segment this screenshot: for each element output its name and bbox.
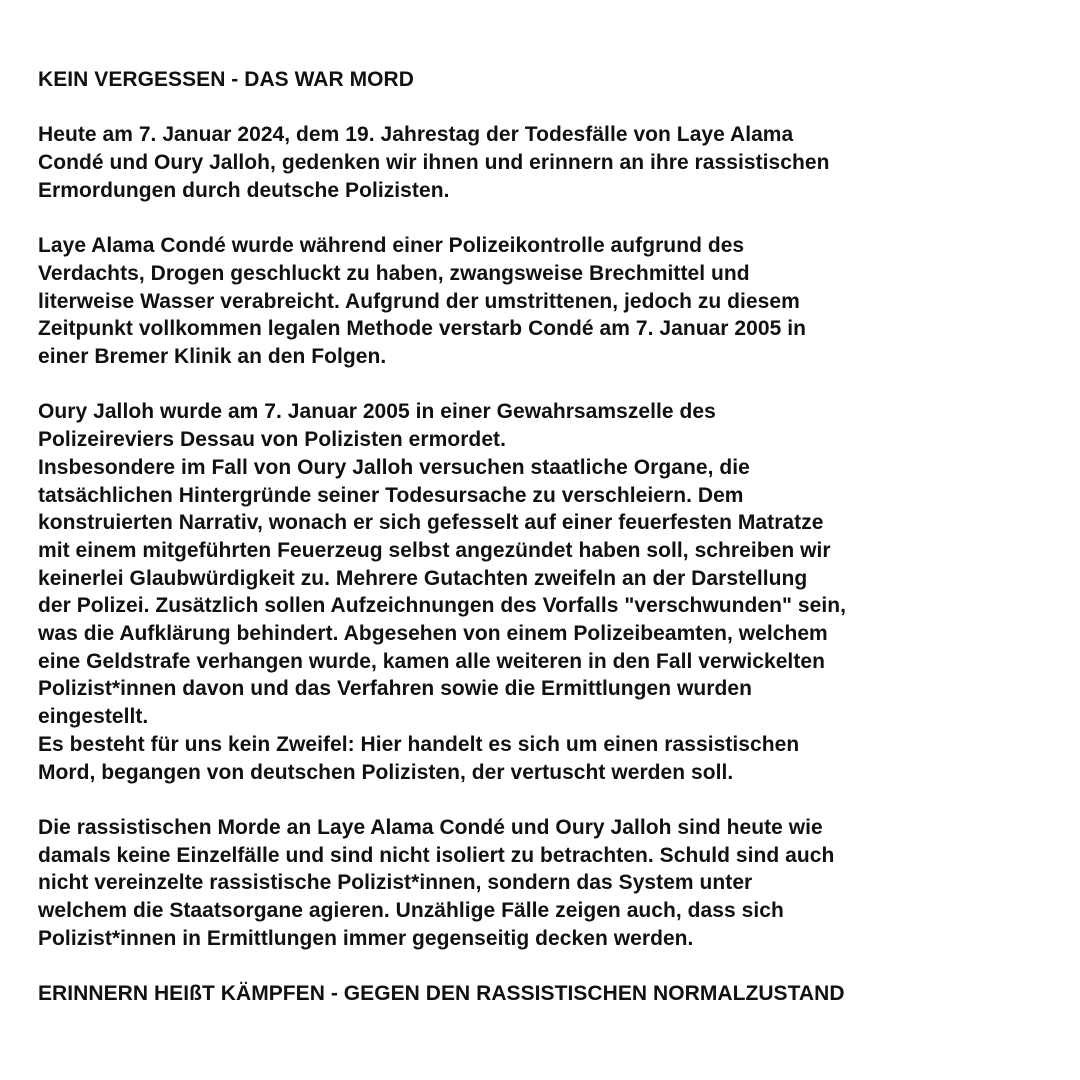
text-line: der Polizei. Zusätzlich sollen Aufzeichnungen des Vorfalls "verschwunden" sein, — [38, 594, 847, 618]
spacer — [38, 371, 1048, 399]
text-line: was die Aufklärung behindert. Abgesehen von einem Polizeibeamten, welchem — [38, 622, 828, 646]
paragraph-anniversary — [38, 121, 1048, 204]
text-line: Condé und Oury Jalloh, gedenken wir ihnen und erinnern an ihre rassistischen — [38, 151, 830, 175]
document-title: KEIN VERGESSEN - DAS WAR MORD — [38, 68, 414, 91]
text-line: Polizist*innen in Ermittlungen immer gegenseitig decken werden. — [38, 926, 694, 950]
text-line: eingestellt. — [38, 705, 149, 729]
text-line: Laye Alama Condé wurde während einer Polizeikontrolle aufgrund des — [38, 234, 745, 258]
closing-slogan: ERINNERN HEIßT KÄMPFEN - GEGEN DEN RASSISTISCHEN NORMALZUSTAND — [38, 982, 845, 1006]
text-line: Mord, begangen von deutschen Polizisten, der vertuscht werden soll. — [38, 760, 734, 784]
text-line: Insbesondere im Fall von Oury Jalloh versuchen staatliche Organe, die — [38, 455, 750, 479]
paragraph-systemic — [38, 814, 1048, 953]
text-line: einer Bremer Klinik an den Folgen. — [38, 345, 387, 368]
text-line: Polizeireviers Dessau von Polizisten ermordet. — [38, 428, 506, 452]
paragraph-conde — [38, 232, 1048, 371]
text-line: Polizist*innen davon und das Verfahren sowie die Ermittlungen wurden — [38, 677, 753, 701]
spacer — [38, 205, 1048, 233]
spacer — [38, 94, 1048, 122]
paragraph-jalloh — [38, 398, 1048, 786]
text-line: Heute am 7. Januar 2024, dem 19. Jahrestag der Todesfälle von Laye Alama — [38, 123, 794, 147]
text-line: eine Geldstrafe verhangen wurde, kamen alle weiteren in den Fall verwickelten — [38, 649, 825, 673]
text-line: Ermordungen durch deutsche Polizisten. — [38, 178, 450, 202]
text-line: nicht vereinzelte rassistische Polizist*innen, sondern das System unter — [38, 871, 753, 895]
text-line: Oury Jalloh wurde am 7. Januar 2005 in einer Gewahrsamszelle des — [38, 400, 716, 424]
spacer — [38, 786, 1048, 814]
text-line: konstruierten Narrativ, wonach er sich gefesselt auf einer feuerfesten Matratze — [38, 511, 824, 535]
text-line: keinerlei Glaubwürdigkeit zu. Mehrere Gutachten zweifeln an der Darstellung — [38, 566, 808, 590]
text-line: Zeitpunkt vollkommen legalen Methode verstarb Condé am 7. Januar 2005 in — [38, 317, 806, 341]
document-body — [38, 66, 1048, 1008]
text-line: Es besteht für uns kein Zweifel: Hier handelt es sich um einen rassistischen — [38, 732, 800, 756]
text-line: mit einem mitgeführten Feuerzeug selbst angezündet haben soll, schreiben wir — [38, 538, 831, 562]
text-line: welchem die Staatsorgane agieren. Unzählige Fälle zeigen auch, dass sich — [38, 899, 784, 923]
text-line: Verdachts, Drogen geschluckt zu haben, zwangsweise Brechmittel und — [38, 261, 750, 285]
text-line: damals keine Einzelfälle und sind nicht isoliert zu betrachten. Schuld sind auch — [38, 843, 835, 867]
spacer — [38, 952, 1048, 980]
text-line: literweise Wasser verabreicht. Aufgrund der umstrittenen, jedoch zu diesem — [38, 289, 800, 313]
text-line: tatsächlichen Hintergründe seiner Todesursache zu verschleiern. Dem — [38, 483, 744, 507]
text-line: Die rassistischen Morde an Laye Alama Condé und Oury Jalloh sind heute wie — [38, 815, 823, 839]
